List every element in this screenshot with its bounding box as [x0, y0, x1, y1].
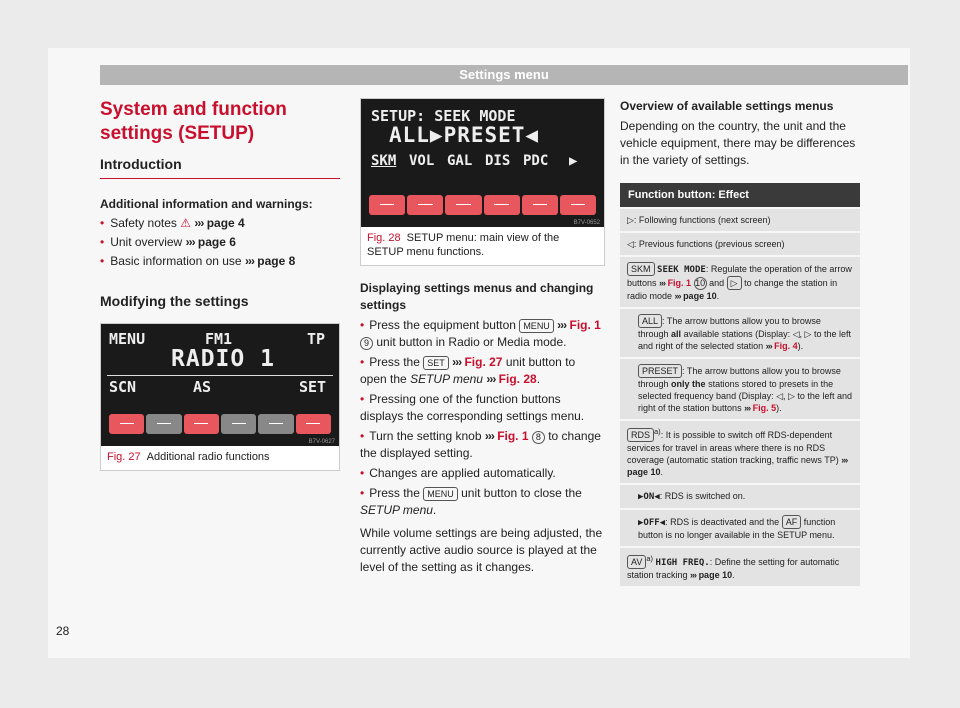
hardware-button	[221, 414, 256, 434]
hardware-button	[522, 195, 558, 215]
step: • Pressing one of the function buttons displays the corresponding settings menu.	[360, 392, 585, 423]
section-title: System and function settings (SETUP)	[100, 99, 287, 144]
page-link[interactable]: page 4	[206, 216, 245, 230]
page-link[interactable]: page 6	[197, 235, 236, 249]
step: • Press the MENU unit button to close the SETUP menu.	[360, 486, 582, 517]
step: • Turn the setting knob ››› Fig. 1 8 to change the displayed setting.	[360, 429, 601, 460]
warning-icon: ⚠	[180, 216, 192, 230]
hardware-button	[369, 195, 405, 215]
list-item: • Safety notes ⚠ ››› page 4	[100, 214, 340, 233]
overview-intro: Depending on the country, the unit and the vehicle equipment, there may be differences in the variety of settings.	[620, 119, 856, 167]
radio-display-image: MENU FM1 TP RADIO 1 SCN AS SET B7V-0627	[101, 324, 339, 446]
page-link[interactable]: page 8	[257, 254, 296, 268]
hardware-button	[109, 414, 144, 434]
menu-key: MENU	[519, 319, 554, 333]
menu-key: MENU	[423, 487, 458, 501]
list-item: • Unit overview ››› page 6	[100, 233, 340, 252]
page-number: 28	[56, 624, 70, 638]
additional-info-heading: Additional information and warnings:	[100, 197, 313, 211]
figure-code: B7V-0627	[308, 439, 335, 445]
arrow-icon: ›››	[194, 216, 204, 230]
figure-28	[360, 98, 605, 266]
instructions-heading: Displaying settings menus and changing settings	[360, 281, 594, 312]
table-row: AV $^{a)}$ HIGH FREQ.: Define the setting for automatic station tracking ››› page 10.	[620, 548, 860, 586]
hardware-button	[184, 414, 219, 434]
settings-table	[620, 183, 860, 586]
figure-link[interactable]: Fig. 27	[464, 355, 503, 369]
figure-link[interactable]: Fig. 1	[569, 318, 601, 332]
hardware-buttons	[369, 195, 596, 215]
figure-caption: Fig. 27 Additional radio functions	[107, 451, 270, 463]
page	[48, 48, 910, 658]
step: • Changes are applied automatically.	[360, 466, 556, 480]
step: • Press the SET ››› Fig. 27 unit button to open the SETUP menu ››› Fig. 28.	[360, 355, 576, 386]
hardware-button	[296, 414, 331, 434]
setup-display-image: SETUP: SEEK MODE ALL▶PRESET◀ SKM VOL GAL DIS PDC ▶ B7V-0652	[361, 99, 604, 227]
arrow-icon: ›››	[185, 235, 195, 249]
hardware-button	[258, 414, 293, 434]
modifying-heading: Modifying the settings	[100, 293, 249, 309]
column-left	[100, 98, 340, 471]
table-row: ALL : The arrow buttons allow you to browse through all available stations (Display: ◁, ▷ to the left and right of the selected station ››› Fig. 4).	[620, 309, 860, 357]
arrow-icon: ›››	[244, 254, 254, 268]
table-row: ▶OFF◀: RDS is deactivated and the AF function button is no longer available in the SETUP menu.	[620, 510, 860, 546]
figure-link[interactable]: Fig. 28	[498, 372, 537, 386]
section-subtitle: Introduction	[100, 156, 340, 179]
hardware-buttons	[109, 414, 331, 434]
overview-heading: Overview of available settings menus	[620, 99, 834, 113]
set-key: SET	[423, 356, 449, 370]
hardware-button	[146, 414, 181, 434]
table-row: SKM SEEK MODE: Regulate the operation of the arrow buttons ››› Fig. 1 10 and ▷ to change the station in radio mode ››› page 10.	[620, 257, 860, 307]
hardware-button	[560, 195, 596, 215]
divider	[107, 375, 333, 376]
step: • Press the equipment button MENU ››› Fig. 1 9 unit button in Radio or Media mode.	[360, 318, 601, 349]
table-row: ▷: Following functions (next screen)	[620, 209, 860, 231]
hardware-button	[445, 195, 481, 215]
page-header: Settings menu	[100, 65, 908, 85]
figure-caption: Fig. 28 SETUP menu: main view of the SETUP menu functions.	[367, 232, 560, 258]
column-right	[620, 98, 860, 586]
figure-27	[100, 323, 340, 471]
hardware-button	[484, 195, 520, 215]
list-item: • Basic information on use ››› page 8	[100, 252, 340, 271]
table-header: Function button: Effect	[620, 183, 860, 207]
instructions	[360, 280, 605, 576]
volume-note: While volume settings are being adjusted, the currently active audio source is played at the level of the setting as it changes.	[360, 526, 603, 574]
table-row: ◁: Previous functions (previous screen)	[620, 233, 860, 255]
column-middle	[360, 98, 605, 576]
table-row: PRESET : The arrow buttons allow you to browse through only the stations stored to presets in the selected frequency band (Display: ◁, ▷ to the left and right of the station buttons ››› Fig. 5).	[620, 359, 860, 419]
hardware-button	[407, 195, 443, 215]
table-row: RDS $^{a)}$: It is possible to switch off RDS-dependent services for travel in areas where there is no RDS coverage (automatic station tracking, traffic news TP) ››› page 10.	[620, 421, 860, 483]
figure-code: B7V-0652	[573, 220, 600, 226]
info-list	[100, 214, 340, 271]
figure-link[interactable]: Fig. 1	[497, 429, 529, 443]
table-row: ▶ON◀: RDS is switched on.	[620, 485, 860, 508]
